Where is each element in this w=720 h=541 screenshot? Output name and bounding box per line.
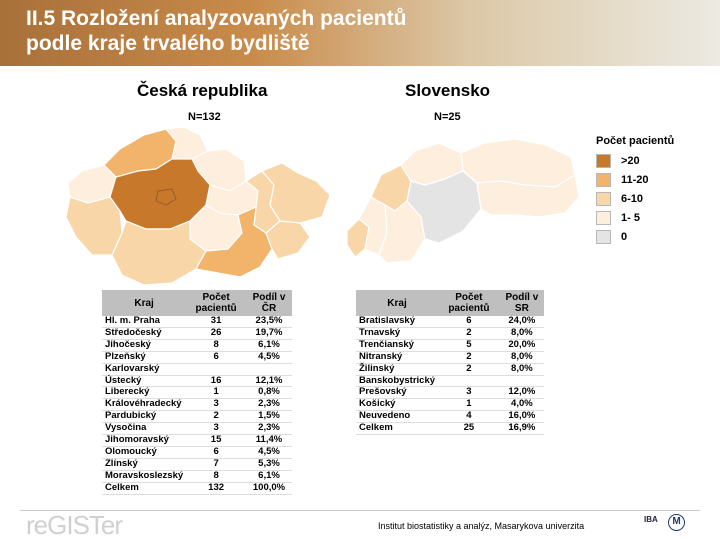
cell-pocet: 2 bbox=[438, 327, 500, 339]
cell-podil: 23,5% bbox=[246, 316, 292, 327]
table-row bbox=[356, 375, 544, 387]
cell-kraj: Žilinský bbox=[356, 363, 438, 375]
cell-kraj: Královéhradecký bbox=[102, 399, 186, 411]
cell-podil: 16,9% bbox=[500, 423, 544, 435]
legend-swatch bbox=[596, 192, 611, 206]
sk-region-map bbox=[345, 135, 585, 275]
cell-kraj: Bratislavský bbox=[356, 316, 438, 327]
mu-logo: M bbox=[668, 514, 685, 531]
cell-pocet: 16 bbox=[186, 375, 246, 387]
legend-label: 6-10 bbox=[621, 192, 644, 205]
table-row bbox=[102, 363, 292, 375]
col-pocet: Počet pacientů bbox=[438, 290, 500, 316]
table-row bbox=[102, 375, 292, 387]
table-row bbox=[102, 399, 292, 411]
cz-n-label: N=132 bbox=[188, 111, 221, 123]
cz-table bbox=[102, 290, 292, 495]
table-row bbox=[356, 399, 544, 411]
table-row bbox=[102, 458, 292, 470]
col-kraj: Kraj bbox=[102, 290, 186, 316]
cell-kraj: Zlínský bbox=[102, 458, 186, 470]
register-logo: reGISTer bbox=[26, 510, 123, 540]
cell-podil: 12,1% bbox=[246, 375, 292, 387]
cell-kraj: Pardubický bbox=[102, 411, 186, 423]
cell-kraj: Karlovarský bbox=[102, 363, 186, 375]
sk-map-title: Slovensko bbox=[405, 81, 491, 100]
col-kraj: Kraj bbox=[356, 290, 438, 316]
col-podil: Podíl v ČR bbox=[246, 290, 292, 316]
cell-pocet: 3 bbox=[186, 399, 246, 411]
table-row bbox=[356, 351, 544, 363]
sk-n-label: N=25 bbox=[434, 111, 461, 123]
table-row bbox=[102, 411, 292, 423]
legend-swatch bbox=[596, 230, 611, 244]
cz-map-title: Česká republika bbox=[137, 81, 268, 100]
cell-kraj: Trenčianský bbox=[356, 339, 438, 351]
cell-kraj: Jihomoravský bbox=[102, 435, 186, 447]
cell-podil: 100,0% bbox=[246, 482, 292, 494]
cell-podil: 6,1% bbox=[246, 339, 292, 351]
legend-item bbox=[596, 151, 674, 170]
header-banner bbox=[0, 0, 720, 66]
cell-podil: 12,0% bbox=[500, 387, 544, 399]
cell-podil: 0,8% bbox=[246, 387, 292, 399]
cell-podil bbox=[500, 375, 544, 387]
legend-item bbox=[596, 189, 674, 208]
table-row bbox=[356, 339, 544, 351]
table-row bbox=[356, 316, 544, 327]
legend-title: Počet pacientů bbox=[596, 135, 675, 147]
cell-kraj: Ústecký bbox=[102, 375, 186, 387]
cell-pocet: 31 bbox=[186, 316, 246, 327]
cell-podil: 8,0% bbox=[500, 351, 544, 363]
cell-kraj: Neuvedeno bbox=[356, 411, 438, 423]
cell-pocet: 3 bbox=[438, 387, 500, 399]
region-zlinsky bbox=[266, 221, 310, 259]
table-row bbox=[102, 423, 292, 435]
cell-kraj: Hl. m. Praha bbox=[102, 316, 186, 327]
cell-kraj: Banskobystrický bbox=[356, 375, 438, 387]
legend-label: 11-20 bbox=[621, 173, 649, 186]
cell-podil: 2,3% bbox=[246, 399, 292, 411]
page-title bbox=[26, 6, 406, 56]
cz-region-map bbox=[60, 125, 350, 290]
cell-pocet: 6 bbox=[186, 351, 246, 363]
cell-pocet: 6 bbox=[438, 316, 500, 327]
cell-podil: 4,0% bbox=[500, 399, 544, 411]
legend-label: 0 bbox=[621, 230, 628, 243]
cell-kraj: Středočeský bbox=[102, 327, 186, 339]
cell-kraj: Trnavský bbox=[356, 327, 438, 339]
cell-podil: 5,3% bbox=[246, 458, 292, 470]
page-title-line1: II.5 Rozložení analyzovaných pacientů bbox=[26, 7, 407, 30]
cell-podil: 11,4% bbox=[246, 435, 292, 447]
cell-pocet: 7 bbox=[186, 458, 246, 470]
col-podil: Podíl v SR bbox=[500, 290, 544, 316]
cell-pocet: 15 bbox=[186, 435, 246, 447]
cell-podil bbox=[246, 363, 292, 375]
table-header-row bbox=[102, 290, 292, 316]
cell-pocet: 4 bbox=[438, 411, 500, 423]
table-total-row bbox=[102, 482, 292, 494]
legend-swatch bbox=[596, 173, 611, 187]
table-row bbox=[102, 470, 292, 482]
cell-pocet: 2 bbox=[186, 411, 246, 423]
cell-kraj: Olomoucký bbox=[102, 446, 186, 458]
table-row bbox=[102, 339, 292, 351]
cell-podil: 20,0% bbox=[500, 339, 544, 351]
cell-pocet: 3 bbox=[186, 423, 246, 435]
cell-kraj: Nitranský bbox=[356, 351, 438, 363]
cell-kraj: Prešovský bbox=[356, 387, 438, 399]
table-row bbox=[102, 351, 292, 363]
table-row bbox=[356, 327, 544, 339]
cell-podil: 4,5% bbox=[246, 351, 292, 363]
legend-swatch bbox=[596, 211, 611, 225]
institute-name: Institut biostatistiky a analýz, Masarykova univerzita bbox=[378, 521, 585, 531]
cell-kraj: Jihočeský bbox=[102, 339, 186, 351]
cell-podil: 6,1% bbox=[246, 470, 292, 482]
cell-podil: 8,0% bbox=[500, 327, 544, 339]
cell-kraj: Plzeňský bbox=[102, 351, 186, 363]
table-row bbox=[356, 411, 544, 423]
legend-item bbox=[596, 208, 674, 227]
region-plzensky bbox=[66, 197, 122, 255]
cell-kraj: Košický bbox=[356, 399, 438, 411]
cell-kraj: Celkem bbox=[356, 423, 438, 435]
table-row bbox=[356, 363, 544, 375]
table-row bbox=[102, 327, 292, 339]
cell-kraj: Moravskoslezský bbox=[102, 470, 186, 482]
cell-kraj: Celkem bbox=[102, 482, 186, 494]
cell-podil: 19,7% bbox=[246, 327, 292, 339]
cell-kraj: Vysočina bbox=[102, 423, 186, 435]
cell-pocet: 5 bbox=[438, 339, 500, 351]
region-presovsky bbox=[461, 139, 575, 187]
cell-podil: 24,0% bbox=[500, 316, 544, 327]
cell-pocet: 8 bbox=[186, 339, 246, 351]
sk-table bbox=[356, 290, 544, 435]
table-row bbox=[102, 387, 292, 399]
legend-label: 1- 5 bbox=[621, 211, 640, 224]
table-total-row bbox=[356, 423, 544, 435]
table-row bbox=[102, 435, 292, 447]
cell-pocet: 2 bbox=[438, 363, 500, 375]
cell-pocet: 8 bbox=[186, 470, 246, 482]
page-title-line2: podle kraje trvalého bydliště bbox=[26, 32, 310, 55]
cell-kraj: Liberecký bbox=[102, 387, 186, 399]
legend-item bbox=[596, 170, 674, 189]
cell-pocet: 132 bbox=[186, 482, 246, 494]
iba-logo: IBA bbox=[644, 515, 658, 524]
cell-podil: 8,0% bbox=[500, 363, 544, 375]
legend bbox=[596, 135, 674, 246]
table-row bbox=[356, 387, 544, 399]
cell-podil: 2,3% bbox=[246, 423, 292, 435]
cell-pocet: 1 bbox=[186, 387, 246, 399]
table-row bbox=[102, 446, 292, 458]
legend-swatch bbox=[596, 154, 611, 168]
legend-label: >20 bbox=[621, 154, 640, 167]
table-row bbox=[102, 316, 292, 327]
table-header-row bbox=[356, 290, 544, 316]
cell-podil: 1,5% bbox=[246, 411, 292, 423]
legend-item bbox=[596, 227, 674, 246]
cell-pocet bbox=[438, 375, 500, 387]
cell-pocet: 2 bbox=[438, 351, 500, 363]
cell-pocet: 25 bbox=[438, 423, 500, 435]
cell-pocet: 26 bbox=[186, 327, 246, 339]
cell-podil: 4,5% bbox=[246, 446, 292, 458]
cell-podil: 16,0% bbox=[500, 411, 544, 423]
cell-pocet: 6 bbox=[186, 446, 246, 458]
cell-pocet: 1 bbox=[438, 399, 500, 411]
col-pocet: Počet pacientů bbox=[186, 290, 246, 316]
cell-pocet bbox=[186, 363, 246, 375]
